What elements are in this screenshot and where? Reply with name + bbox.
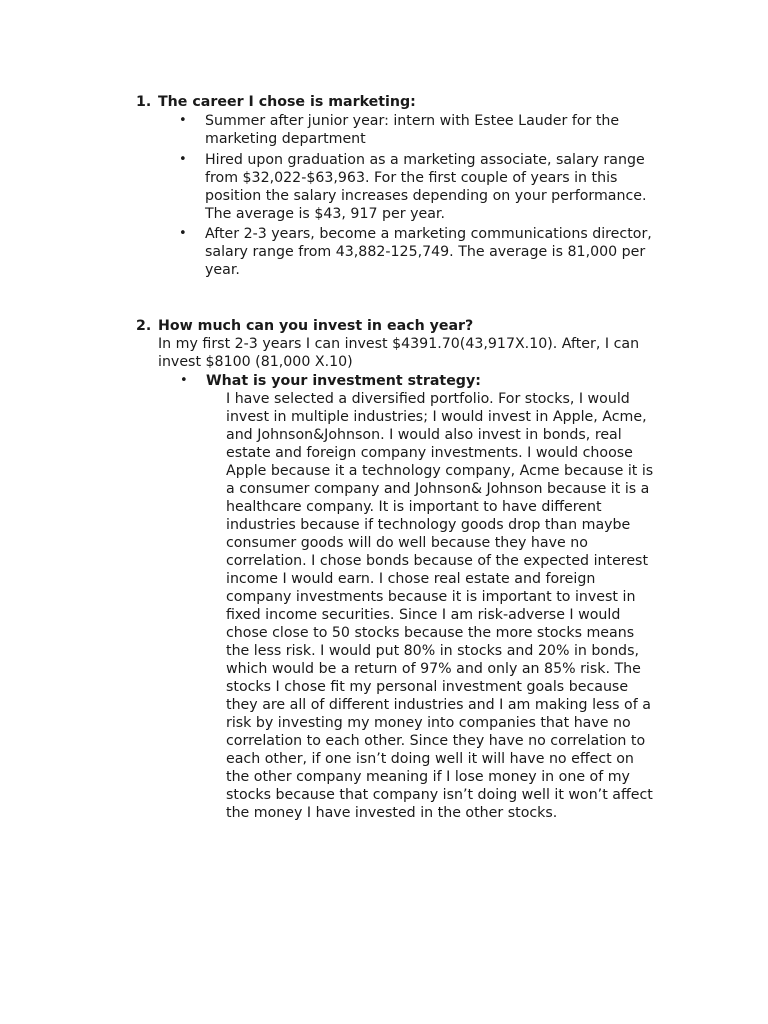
strategy-heading: What is your investment strategy: xyxy=(206,373,481,389)
section-1-title: The career I chose is marketing: xyxy=(158,94,416,110)
strategy-item xyxy=(180,372,660,390)
bullet-text: After 2-3 years, become a marketing communications director, salary range from 43,882-125,749. The average is 81,000 per year. xyxy=(205,226,652,278)
list-item xyxy=(179,112,659,148)
list-item xyxy=(179,225,659,279)
bullet-text: Hired upon graduation as a marketing associate, salary range from $32,022-$63,963. For the first couple of years in this position the salary increases depending on your performance. The average is $43, 917 per year. xyxy=(205,152,647,222)
section-2-title: How much can you invest in each year? xyxy=(158,318,474,334)
section-2-answer: In my first 2-3 years I can invest $4391.70(43,917X.10). After, I can invest $8100 (81,000 X.10) xyxy=(158,336,640,370)
strategy-paragraph: I have selected a diversified portfolio. For stocks, I would invest in multiple industries; I would invest in Apple, Acme, and Johnson&Johnson. I would also invest in bonds, real estate and foreign company investments. I would choose Apple because it a technology company, Acme because it is a consumer company and Johnson& Johnson because it is a healthcare company. It is important to have different industries because if technology goods drop than maybe consumer goods will do well because they have no correlation. I chose bonds because of the expected interest income I would earn. I chose real estate and foreign company investments because it is important to invest in fixed income securities. Since I am risk-adverse I would chose close to 50 stocks because the more stocks means the less risk. I would put 80% in stocks and 20% in bonds, which would be a return of 97% and only an 85% risk. The stocks I chose fit my personal investment goals because they are all of different industries and I am making less of a risk by investing my money into companies that have no correlation to each other. Since they have no correlation to each other, if one isn’t doing well it will have no effect on the other company meaning if I lose money in one of my stocks because that company isn’t doing well it won’t affect the money I have invested in the other stocks. xyxy=(226,391,654,821)
bullet-icon: • xyxy=(179,113,187,128)
section-2-number: 2. xyxy=(136,318,152,334)
section-1-heading xyxy=(136,93,416,111)
bullet-icon: • xyxy=(179,226,187,241)
bullet-text: Summer after junior year: intern with Estee Lauder for the marketing department xyxy=(205,113,620,147)
list-item xyxy=(179,151,659,223)
section-2-heading xyxy=(136,317,473,335)
bullet-icon: • xyxy=(180,373,188,388)
bullet-icon: • xyxy=(179,152,187,167)
section-1-number: 1. xyxy=(136,94,152,110)
